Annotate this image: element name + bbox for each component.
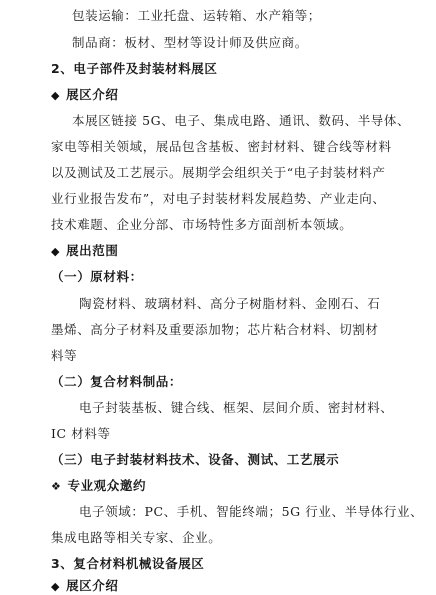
bullet-label: 展区介绍 — [66, 578, 119, 593]
paragraph-line: 陶瓷材料、玻璃材料、高分子树脂材料、金刚石、石 — [79, 296, 381, 311]
bullet-scope — [51, 243, 118, 259]
bullet-label: 展区介绍 — [66, 87, 119, 102]
subsection-composite-products: （二）复合材料制品： — [51, 374, 183, 389]
paragraph-line: 技术难题、企业分部、市场特性多方面剖析本领域。 — [51, 217, 353, 232]
bullet-label: 展出范围 — [66, 243, 119, 258]
bullet-intro-1 — [51, 87, 118, 103]
bullet-visitors — [51, 478, 146, 494]
text-line-products: 制品商：板材、型材等设计师及供应商。 — [72, 35, 308, 50]
text-line-packaging: 包装运输：工业托盘、运转箱、水产箱等； — [72, 8, 321, 23]
paragraph-line: 墨烯、高分子材料及重要添加物；芯片粘合材料、切割材 — [51, 322, 379, 337]
paragraph-line: 本展区链接 5G、电子、集成电路、通讯、数码、半导体、 — [72, 113, 411, 128]
subsection-tech-equipment: （三）电子封装材料技术、设备、测试、工艺展示 — [51, 452, 340, 467]
section-heading-2: 2、电子部件及封装材料展区 — [51, 61, 218, 76]
paragraph-line: 电子领域：PC、手机、智能终端；5G 行业、半导体行业、 — [79, 504, 424, 519]
paragraph-line: IC 材料等 — [51, 426, 111, 441]
paragraph-line: 集成电路等相关专家、企业。 — [51, 530, 222, 545]
bullet-intro-3 — [51, 578, 118, 594]
paragraph-line: 电子封装基板、键合线、框架、层间介质、密封材料、 — [79, 400, 394, 415]
paragraph-line: 以及测试及工艺展示。展期学会组织关于“电子封装材料产 — [51, 165, 386, 180]
section-heading-3: 3、复合材料机械设备展区 — [51, 556, 205, 571]
bullet-label: 专业观众邀约 — [67, 478, 147, 493]
paragraph-line: 业行业报告发布”，对电子封装材料发展趋势、产业走向、 — [51, 191, 386, 206]
paragraph-line: 料等 — [51, 348, 78, 363]
paragraph-line: 家电等相关领域，展品包含基板、密封材料、键合线等材料 — [51, 139, 392, 154]
subsection-raw-materials: （一）原材料： — [51, 269, 143, 284]
